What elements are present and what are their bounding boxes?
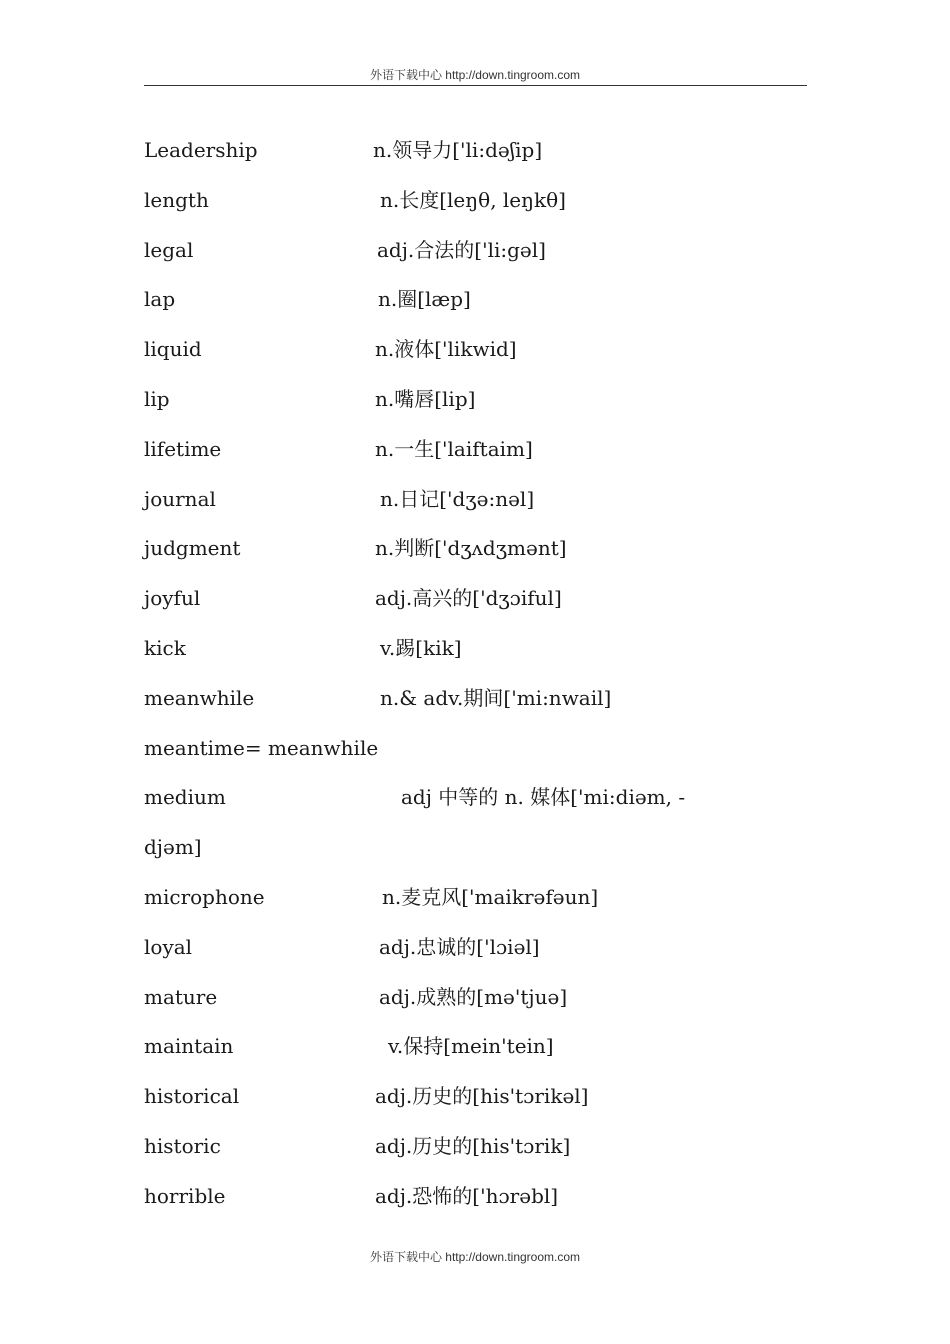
entry-definition: adj.成熟的[mə'tjuə] <box>379 984 568 1009</box>
page-header: 外语下载中心 http://down.tingroom.com <box>369 68 581 82</box>
entry-word: meanwhile <box>144 685 255 710</box>
entry-definition: adj.高兴的['dʒɔiful] <box>375 586 562 611</box>
entry-definition: adj.恐怖的['hɔrəbl] <box>375 1183 559 1208</box>
entry-word: horrible <box>144 1183 226 1208</box>
page-footer: 外语下载中心 http://down.tingroom.com <box>369 1250 581 1264</box>
vocab-entry <box>144 873 808 923</box>
entry-definition: n.一生['laiftaim] <box>375 436 533 461</box>
entry-word: judgment <box>144 536 241 561</box>
entry-definition: n.液体['likwid] <box>375 337 517 362</box>
entry-word: Leadership <box>144 138 258 162</box>
entry-definition: adj.历史的[his'tɔrikəl] <box>375 1084 589 1109</box>
entry-definition: n.长度[leŋθ, leŋkθ] <box>380 187 566 212</box>
vocab-entry <box>144 1072 808 1122</box>
entry-word: historical <box>144 1084 240 1109</box>
entry-word: kick <box>144 635 186 660</box>
entry-word: microphone <box>144 884 265 909</box>
entry-definition: adj.合法的['li:gəl] <box>377 237 546 262</box>
entry-word: lap <box>144 287 176 312</box>
entry-word: maintain <box>144 1034 234 1059</box>
vocab-entry <box>144 773 808 823</box>
entry-definition: djəm] <box>144 835 202 860</box>
entry-definition: adj.忠诚的['lɔiəl] <box>379 934 540 959</box>
vocab-entry-continuation <box>144 823 808 873</box>
entry-definition: n.& adv.期间['mi:nwail] <box>380 685 612 710</box>
entry-word: legal <box>144 237 194 262</box>
vocab-entry <box>144 1122 808 1172</box>
vocab-entry <box>144 923 808 973</box>
vocab-entry <box>144 1022 808 1072</box>
entry-definition: v.保持[mein'tein] <box>388 1034 554 1059</box>
vocab-entry <box>144 126 808 176</box>
entry-definition: n.日记['dʒə:nəl] <box>380 486 535 511</box>
vocab-entry <box>144 674 808 724</box>
entry-definition: adj.历史的[his'tɔrik] <box>375 1133 571 1158</box>
vocab-entry <box>144 475 808 525</box>
vocabulary-list <box>144 126 808 1222</box>
vocab-entry <box>144 375 808 425</box>
entry-definition: n.麦克风['maikrəfəun] <box>382 884 599 909</box>
vocab-entry <box>144 973 808 1023</box>
vocab-entry <box>144 1172 808 1222</box>
entry-definition: n.圈[læp] <box>378 287 471 312</box>
vocab-entry <box>144 574 808 624</box>
entry-word: loyal <box>144 934 193 959</box>
entry-word: meantime= meanwhile <box>144 735 379 760</box>
entry-definition: v.踢[kik] <box>380 635 462 660</box>
entry-word: journal <box>144 486 216 511</box>
entry-word: liquid <box>144 337 202 362</box>
entry-definition: n.判断['dʒʌdʒmənt] <box>375 536 567 561</box>
entry-word: length <box>144 187 209 212</box>
entry-word: lifetime <box>144 436 222 461</box>
entry-word: historic <box>144 1133 221 1158</box>
vocab-entry <box>144 524 808 574</box>
entry-word: medium <box>144 785 226 810</box>
vocab-entry <box>144 624 808 674</box>
vocab-entry <box>144 275 808 325</box>
entry-definition: adj 中等的 n. 媒体['mi:diəm, - <box>401 785 686 810</box>
entry-word: lip <box>144 386 170 411</box>
entry-definition: n.嘴唇[lip] <box>375 386 476 411</box>
vocab-entry <box>144 724 808 774</box>
entry-word: mature <box>144 984 218 1009</box>
vocab-entry <box>144 325 808 375</box>
header-divider <box>144 85 807 86</box>
vocab-entry <box>144 425 808 475</box>
vocab-entry <box>144 176 808 226</box>
entry-definition: n.领导力['li:dəʃip] <box>373 138 543 162</box>
entry-word: joyful <box>144 586 201 611</box>
vocab-entry <box>144 226 808 276</box>
